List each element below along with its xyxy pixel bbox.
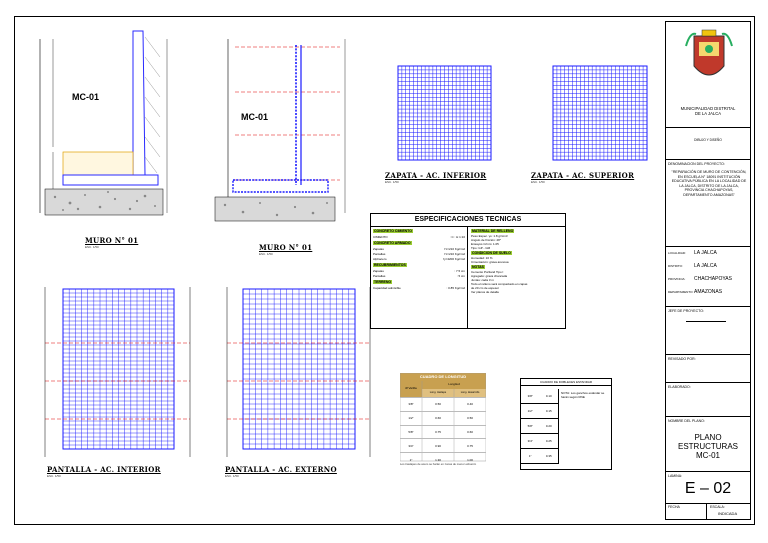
design-label: DIBUJO Y DISEÑO	[694, 138, 722, 142]
length-table-cell: 0.60	[435, 416, 441, 421]
elaborado-label: ELABORADO:	[668, 385, 691, 389]
muro-right-drawing	[215, 39, 345, 221]
drawing-sheet	[14, 16, 755, 525]
location-value: LA JALCA	[694, 250, 717, 256]
pantalla-externo-grid	[227, 289, 370, 449]
length-table-body	[400, 397, 486, 466]
zapata-inferior-scale: ESC. 1/50	[385, 180, 399, 184]
pantalla-interior-scale: ESC. 1/50	[47, 474, 61, 478]
pantalla-externo-title: PANTALLA - AC. EXTERNO	[225, 465, 337, 474]
plano-line-3: MC-01	[695, 451, 720, 460]
spec-line: Cimentación: grava arenosa	[471, 260, 509, 264]
length-table-cell: 1"	[409, 457, 413, 462]
spec-row	[373, 252, 465, 256]
design-cell	[666, 128, 750, 160]
spec-row-value: : C : H 1:10	[449, 235, 465, 239]
project-head: DENOMINACION DEL PROYECTO:	[668, 162, 725, 166]
specifications-title: ESPECIFICACIONES TECNICAS	[371, 214, 565, 227]
spec-row-label: Capacidad admisible	[373, 286, 401, 290]
spec-row-value: fy=4200 Kg/cm2	[443, 257, 465, 261]
lamina-cell	[666, 472, 750, 504]
location-cell	[666, 247, 750, 307]
plano-line-1: PLANO	[694, 433, 722, 442]
bend-table-title: CUADRO DE DOBLECES ESTANDAR	[521, 379, 611, 386]
spec-line: Peso Espec. γs: 1.8 gr/cm3	[471, 234, 508, 238]
spec-line: Todo el relleno será compactado en capas	[471, 282, 528, 286]
location-value: LA JALCA	[694, 263, 717, 269]
spec-line: Humedad: 10 %	[471, 256, 493, 260]
location-row	[668, 289, 750, 295]
municipal-shield-icon	[666, 26, 752, 96]
specifications-box	[370, 213, 566, 329]
spec-left-column	[371, 227, 468, 328]
length-table-cell: 0.90	[435, 443, 441, 448]
spec-row	[373, 257, 465, 261]
spec-row-label: Pantallas	[373, 274, 386, 278]
elaborado-cell	[666, 383, 750, 417]
project-description: "REPARACIÓN DE MURO DE CONTENCIÓN, EN ESCUELA N° 18091 INSTITUCIÓN EDUCATIVA PÚBLICA EN LA LOCALIDAD DE LA JALCA, DISTRITO DE LA JALCA, PROVINCIA CHACHAPOYAS, DEPARTAMENTO AMAZONAS"	[671, 170, 747, 197]
location-row	[668, 263, 750, 269]
spec-row-value: : 7.5 cm	[454, 269, 465, 273]
spec-row	[373, 235, 465, 239]
location-value: AMAZONAS	[694, 289, 723, 295]
zapata-inferior-title: ZAPATA - AC. INFERIOR	[385, 171, 487, 180]
title-block	[665, 21, 751, 520]
responsable-cell	[666, 307, 750, 355]
pantalla-interior-title: PANTALLA - AC. INTERIOR	[47, 465, 161, 474]
bend-table-cell: 0.25	[545, 439, 552, 443]
bend-table-row	[521, 389, 559, 404]
fecha-divider	[706, 504, 707, 519]
muro-right-scale: ESC. 1/50	[259, 252, 273, 256]
fecha-escala-cell	[666, 504, 750, 519]
spec-row-value: f'c=210 Kg/cm2	[444, 252, 465, 256]
spec-row-value: : 5 cm	[456, 274, 465, 278]
zapata-superior-grid	[553, 66, 647, 160]
spec-section-head: TERRENO	[374, 280, 392, 284]
spec-row-label: Zapatas	[373, 269, 384, 273]
spec-row-label: CIMIENTO	[373, 235, 388, 239]
length-table-cell: 0.50	[435, 402, 441, 407]
muro-right-title: MURO N° 01	[259, 243, 313, 252]
bend-table-cell: 1"	[528, 454, 532, 458]
org-name-line-2: DE LA JALCA	[694, 111, 722, 116]
muro-left-tag: MC-01	[72, 92, 100, 102]
length-table-cell: 0.50	[467, 416, 473, 421]
location-value: CHACHAPOYAS	[694, 276, 732, 282]
bend-table-row	[521, 419, 559, 434]
length-table-cell: 0.75	[467, 443, 473, 448]
spec-row-label: Pantallas	[373, 252, 386, 256]
bend-table-row	[521, 434, 559, 449]
length-table-cell: 0.75	[435, 429, 441, 434]
spec-section-head: CONCRETO ARMADO	[374, 241, 411, 245]
bend-table-cell: 0.35	[545, 454, 552, 458]
spec-row-label: Zapatas	[373, 247, 384, 251]
bend-table-cell: 3/4"	[527, 439, 533, 443]
pantalla-externo-scale: ESC. 1/50	[225, 474, 239, 478]
spec-section-head: MATERIAL DE RELLENO	[472, 229, 514, 233]
lamina-number: E – 02	[684, 480, 732, 497]
bend-table-row	[521, 449, 559, 464]
length-table-row	[400, 425, 486, 439]
bend-table-row	[521, 404, 559, 419]
length-table-header: CUADRO DE LONGITUD	[419, 374, 467, 379]
length-table-row	[400, 397, 486, 411]
revisado-cell	[666, 355, 750, 383]
spec-line: Angulo de fricción: 28°	[471, 238, 502, 242]
plano-name	[666, 433, 750, 460]
zapata-superior-title: ZAPATA - AC. SUPERIOR	[531, 171, 635, 180]
org-name-line-1: MUNICIPALIDAD DISTRITAL	[680, 106, 736, 111]
location-label: DISTRITO:	[668, 264, 683, 268]
org-name	[666, 106, 750, 116]
spec-line: Tipo: GP - GM	[471, 246, 491, 250]
bend-table-cell: 0.15	[545, 409, 552, 413]
spec-section-head: CONCRETO CIMIENTO	[374, 229, 412, 233]
spec-right-column	[469, 227, 566, 328]
spec-section-head: RECUBRIMIENTOS	[374, 263, 406, 267]
length-table-row	[400, 411, 486, 425]
location-label: LOCALIDAD:	[668, 251, 686, 255]
drawing-area	[15, 17, 660, 524]
plano-label: NOMBRE DEL PLANO:	[668, 419, 705, 423]
plano-line-2: ESTRUCTURAS	[677, 442, 738, 451]
plano-cell	[666, 417, 750, 472]
zapata-inferior-grid	[398, 66, 491, 160]
length-table-cell: 5/8"	[408, 429, 414, 434]
spec-line: Agregado: grava chancada	[471, 274, 508, 278]
location-label: PROVINCIA:	[668, 277, 686, 281]
length-table-right-label: Longitud	[448, 382, 460, 386]
spec-line: Juntas: cada 3 m	[471, 278, 494, 282]
muro-left-scale: ESC. 1/50	[85, 245, 99, 249]
location-label: DEPARTAMENTO:	[668, 290, 694, 294]
spec-row	[373, 286, 465, 290]
escala-label: ESCALA:	[710, 505, 725, 509]
spec-row-label: Alphacero	[373, 257, 387, 261]
length-table	[400, 373, 486, 473]
fecha-label: FECHA	[668, 505, 680, 509]
revisado-label: REVISADO POR:	[668, 357, 696, 361]
project-cell	[666, 160, 750, 247]
bend-table-cell: 5/8"	[527, 424, 533, 428]
location-row	[668, 250, 750, 256]
length-table-subcol-2: Long. desarrollo	[460, 391, 480, 394]
length-table-cell: 1.00	[467, 457, 473, 462]
muro-right-tag: MC-01	[241, 112, 269, 122]
location-row	[668, 276, 750, 282]
bend-table-notes: NOTA: Los ganchos estándar se harán según RNE	[561, 391, 605, 399]
signature-line	[686, 321, 726, 322]
length-table-cell: 3/8"	[408, 402, 414, 407]
muro-left-drawing	[40, 31, 167, 215]
bend-table-cell: 1/2"	[527, 409, 533, 413]
length-table-subcol-1: Long. traslape	[429, 391, 447, 394]
pantalla-interior-grid	[45, 289, 190, 449]
bend-table-cell: 0.20	[545, 424, 552, 428]
length-table-cell: 0.60	[467, 429, 473, 434]
spec-row-value: f'c=210 Kg/cm2	[444, 247, 465, 251]
length-table-cell: 1/2"	[408, 416, 414, 421]
length-table-left-label: Ø Varilla	[405, 386, 417, 390]
muro-left-title: MURO N° 01	[85, 236, 139, 245]
spec-row	[373, 274, 465, 278]
bend-table-cell: 0.10	[545, 394, 552, 398]
escala-value: INDICADA	[718, 511, 738, 516]
spec-row	[373, 247, 465, 251]
lamina-label: LAMINA:	[668, 474, 683, 478]
length-table-cell: 0.40	[467, 402, 473, 407]
bend-table-body	[521, 389, 559, 464]
spec-section-head: CONDICION DE SUELO	[472, 251, 511, 255]
length-table-row	[400, 438, 486, 452]
length-table-cell: 3/4"	[408, 443, 414, 448]
bend-table	[520, 378, 612, 470]
spec-line: Ver planos de detalle	[471, 290, 500, 294]
length-table-footnote: Los traslapes de acero se harán en zonas de menor esfuerzo	[400, 462, 477, 466]
spec-line: Cemento Portland Tipo I	[471, 270, 504, 274]
zapata-superior-scale: ESC. 1/50	[531, 180, 545, 184]
spec-line: Ensayos C/mm: 1.05	[471, 242, 499, 246]
spec-section-head: NOTAS	[472, 265, 484, 269]
bend-table-cell: 3/8"	[527, 394, 533, 398]
spec-row-value: : 0.85 Kg/cm2	[446, 286, 465, 290]
length-table-cell: 1.30	[435, 457, 441, 462]
spec-row	[373, 269, 465, 273]
responsable-label: JEFE DE PROYECTO:	[668, 309, 704, 313]
spec-line: de 20 cm de espesor	[471, 286, 500, 290]
title-block-logo-cell	[666, 22, 750, 128]
